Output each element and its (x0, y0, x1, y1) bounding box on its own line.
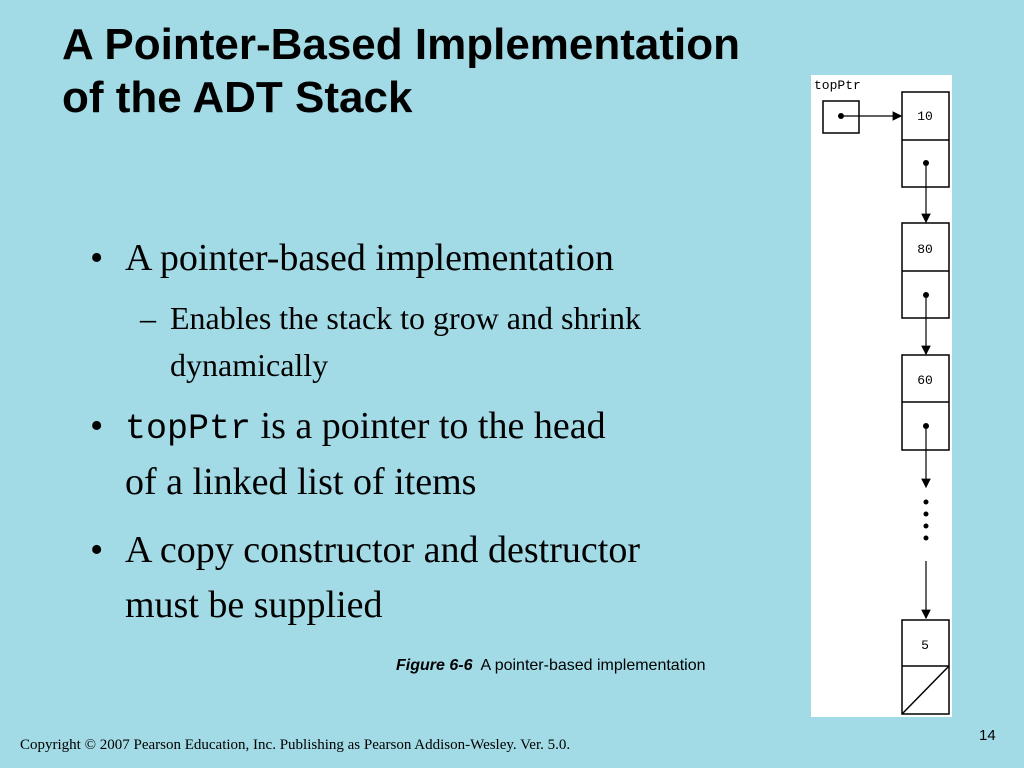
page-number: 14 (979, 727, 996, 744)
bullet-text-line-2: must be supplied (125, 584, 383, 626)
figure-caption-label: Figure 6-6 (396, 657, 473, 674)
ellipsis-dots (924, 500, 929, 541)
title-line-2: of the ADT Stack (62, 73, 413, 122)
node-3-value: 60 (917, 373, 933, 388)
null-pointer-slash (902, 666, 949, 714)
figure-caption-text: A pointer-based implementation (480, 657, 706, 674)
linked-list-figure (811, 75, 952, 717)
node-last-value: 5 (921, 638, 929, 653)
node-2-value: 80 (917, 242, 933, 257)
linked-list-diagram (811, 75, 952, 717)
topptr-label: topPtr (814, 78, 861, 93)
figure-caption (396, 657, 706, 675)
sub-bullet-line-1: Enables the stack to grow and shrink (170, 300, 641, 336)
sub-bullet-dash: – (140, 300, 156, 336)
bullet-text: A pointer-based implementation (125, 237, 614, 279)
title-line-1: A Pointer-Based Implementation (62, 20, 741, 69)
bullet-marker: • (90, 237, 104, 279)
topptr-dot (838, 113, 844, 119)
node-1-value: 10 (917, 109, 933, 124)
bullet-text: is a pointer to the head (251, 405, 606, 447)
copyright-footer: Copyright © 2007 Pearson Education, Inc. Publishing as Pearson Addison-Wesley. Ver. 5.0. (20, 737, 571, 753)
bullet-text: A copy constructor and destructor (125, 529, 640, 571)
bullet-marker: • (90, 405, 104, 447)
bullet-text-line-2: of a linked list of items (125, 461, 477, 503)
sub-bullet-line-2: dynamically (170, 347, 329, 383)
code-topptr: topPtr (125, 409, 252, 449)
node-last (902, 620, 949, 714)
bullet-marker: • (90, 529, 104, 571)
